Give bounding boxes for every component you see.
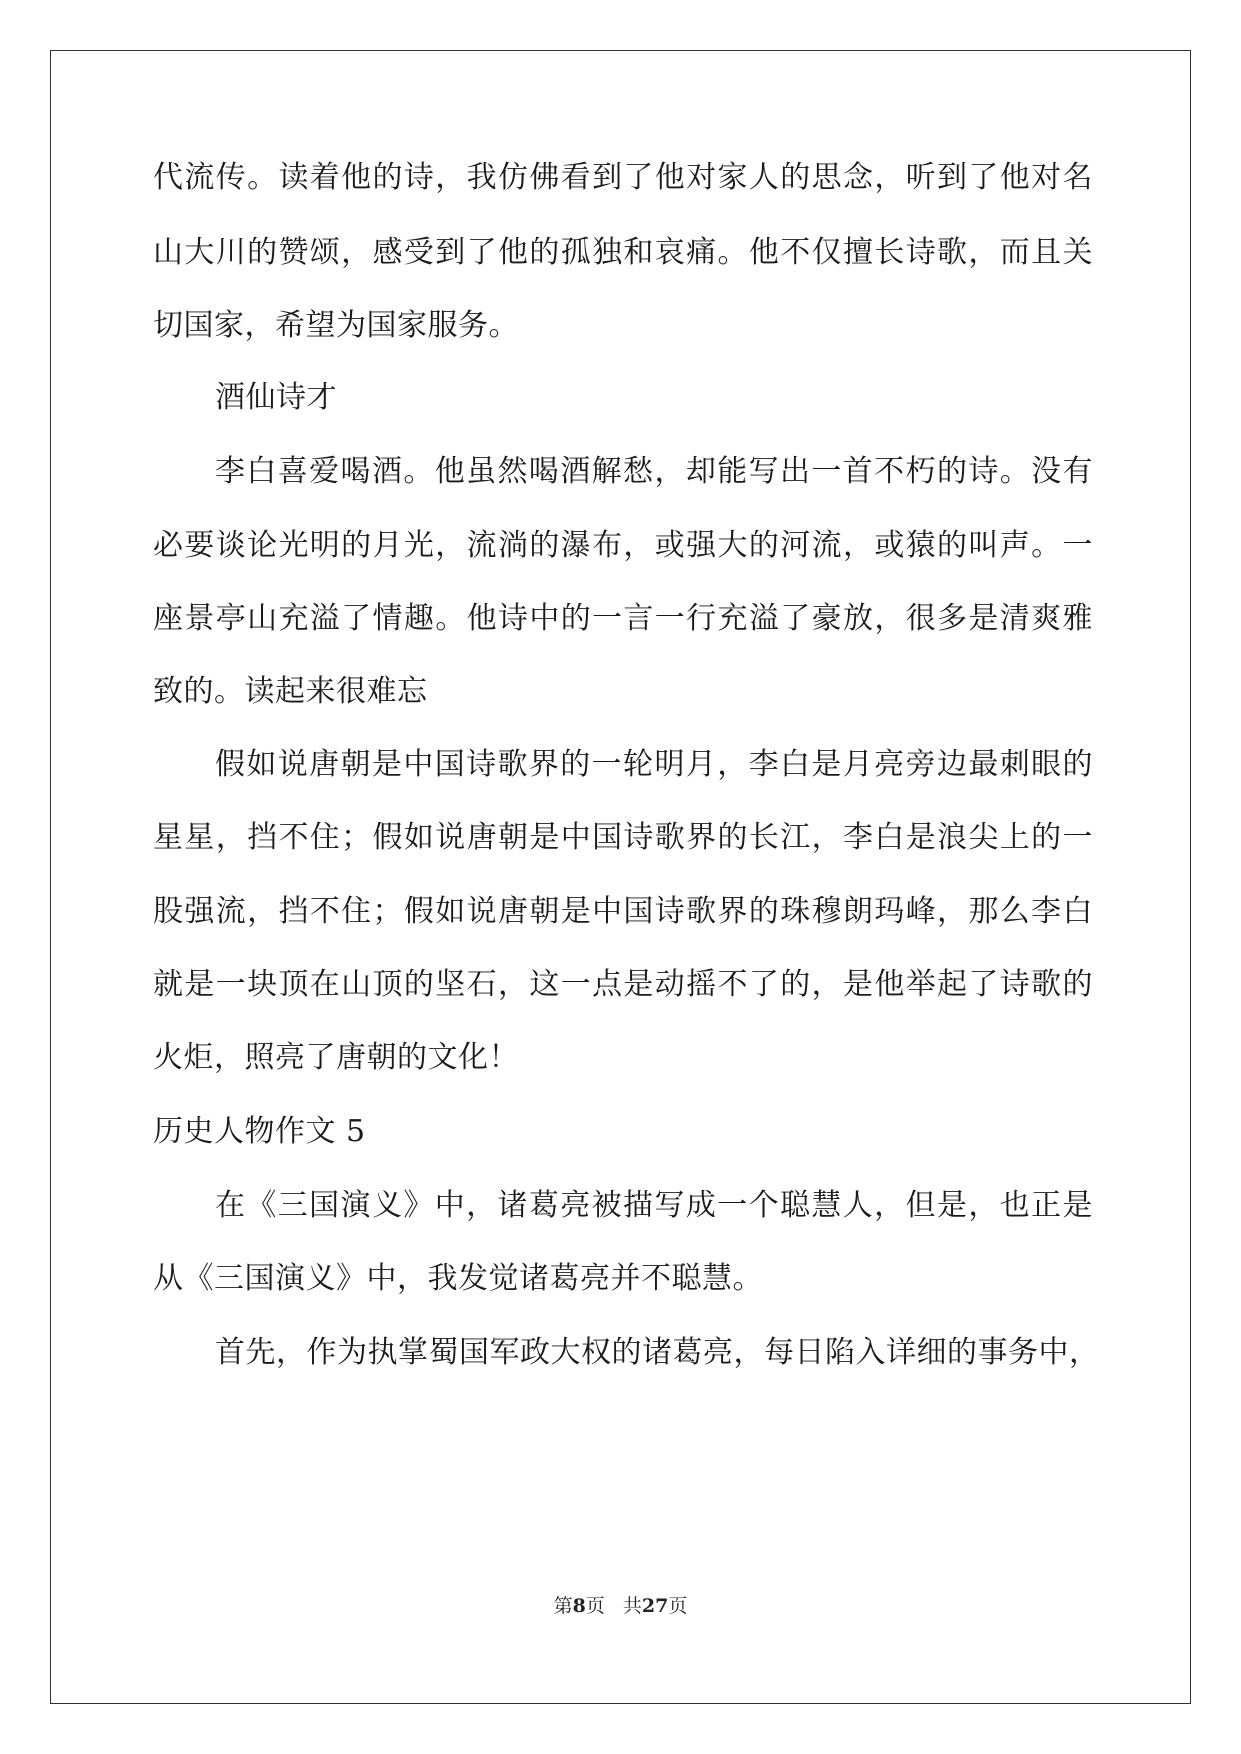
footer-page-prefix: 第: [553, 1595, 573, 1617]
page-footer: [0, 1594, 1241, 1618]
paragraph-line: 致的。读起来很难忘: [153, 674, 428, 709]
paragraph-line: 切国家，希望为国家服务。: [153, 308, 519, 343]
paragraph-line: 假如说唐朝是中国诗歌界的一轮明月，李白是月亮旁边最刺眼的: [215, 747, 1093, 782]
footer-total-prefix: 共: [622, 1595, 642, 1617]
section-title: 历史人物作文 5: [153, 1114, 366, 1149]
paragraph-line: 李白喜爱喝酒。他虽然喝酒解愁，却能写出一首不朽的诗。没有: [215, 454, 1093, 489]
footer-page-suffix: 页: [585, 1595, 605, 1617]
footer-total-number: 27: [641, 1595, 669, 1617]
paragraph-line: 山大川的赞颂，感受到了他的孤独和哀痛。他不仅擅长诗歌，而且关: [153, 235, 1093, 270]
paragraph-line: 星星，挡不住；假如说唐朝是中国诗歌界的长江，李白是浪尖上的一: [153, 820, 1093, 855]
page-border: [50, 50, 1191, 1704]
paragraph-line: 必要谈论光明的月光，流淌的瀑布，或强大的河流，或猿的叫声。一: [153, 528, 1093, 563]
paragraph-line: 代流传。读着他的诗，我仿佛看到了他对家人的思念，听到了他对名: [153, 160, 1093, 195]
paragraph-line: 首先，作为执掌蜀国军政大权的诸葛亮，每日陷入详细的事务中，: [215, 1335, 1100, 1370]
footer-page-number: 8: [572, 1595, 586, 1617]
section-subheading: 酒仙诗才: [215, 380, 337, 415]
paragraph-line: 股强流，挡不住；假如说唐朝是中国诗歌界的珠穆朗玛峰，那么李白: [153, 894, 1093, 929]
paragraph-line: 座景亭山充溢了情趣。他诗中的一言一行充溢了豪放，很多是清爽雅: [153, 601, 1093, 636]
footer-total-suffix: 页: [668, 1595, 688, 1617]
paragraph-line: 火炬，照亮了唐朝的文化！: [153, 1040, 519, 1075]
paragraph-line: 在《三国演义》中，诸葛亮被描写成一个聪慧人，但是，也正是: [215, 1188, 1093, 1223]
paragraph-line: 就是一块顶在山顶的坚石，这一点是动摇不了的，是他举起了诗歌的: [153, 967, 1093, 1002]
paragraph-line: 从《三国演义》中，我发觉诸葛亮并不聪慧。: [153, 1261, 763, 1296]
